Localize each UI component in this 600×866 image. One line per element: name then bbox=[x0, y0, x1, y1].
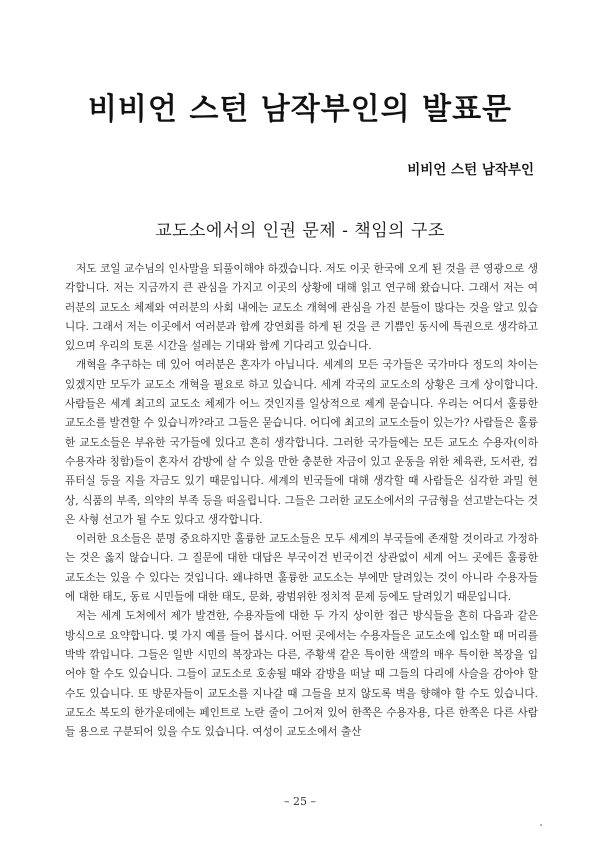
paragraph: 이러한 요소들은 분명 중요하지만 훌륭한 교도소들은 모두 세계의 부국들에 존재할 것이라고 가정하는 것은 옳지 않습니다. 그 질문에 대한 대답은 부국이건 빈국이건 상관없이 세계 어느 곳에든 훌륭한 교도소는 있을 수 있다는 것입니다. 왜냐하면 훌륭한 교도소는 부에만 달려있는 것이 아니라 수용자들에 대한 태도, 동료 시민들에 대한 태도, 문화, 광범위한 정치적 문제 등에도 달려있기 때문입니다. bbox=[65, 533, 538, 604]
section-title: 교도소에서의 인권 문제 - 책임의 구조 bbox=[155, 221, 445, 241]
author-name: 비비언 스턴 남작부인 bbox=[407, 162, 534, 178]
document-title: 비비언 스턴 남작부인의 발표문 bbox=[87, 92, 513, 127]
body-text bbox=[65, 260, 538, 742]
paragraph: 개혁을 추구하는 데 있어 여러분은 혼자가 아닙니다. 세계의 모든 국가들은 국가마다 정도의 차이는 있겠지만 모두가 교도소 개혁을 필요로 하고 있습니다. 세계 각국의 교도소의 상황은 크게 상이합니다. 사람들은 세계 최고의 교도소 체제가 어느 것인지를 일상적으로 제게 묻습니다. 우리는 어디서 훌륭한 교도소를 발견할 수 있습니까?라고 그들은 묻습니다. 어디에 최고의 교도소들이 있는가? 사람들은 훌륭한 교도소들은 부유한 국가들에 있다고 흔히 생각합니다. 그러한 국가들에는 모든 교도소 수용자(이하 수용자라 칭함)들이 혼자서 감방에 살 수 있을 만한 충분한 자금이 있고 운동을 위한 체육관, 도서관, 컴퓨터실 등을 지을 자금도 있기 때문입니다. 세계의 빈국들에 대해 생각할 때 사람들은 심각한 과밀 현상, 식품의 부족, 의약의 부족 등을 떠올립니다. 그들은 그러한 교도소에서의 구금형을 선고받는다는 것은 사형 선고가 될 수도 있다고 생각합니다. bbox=[65, 359, 538, 526]
paragraph: 저는 세계 도처에서 제가 발견한, 수용자들에 대한 두 가지 상이한 접근 방식들을 흔히 다음과 같은 방식으로 요약합니다. 몇 가지 예를 들어 봅시다. 어떤 곳에서는 수용자들은 교도소에 입소할 때 머리를 박박 깎입니다. 그들은 일반 시민의 복장과는 다른, 주황색 같은 특이한 색깔의 매우 특이한 복장을 입어야 할 수도 있습니다. 그들이 교도소로 호송될 때와 감방을 떠날 때 그들의 다리에 사슬을 감아야 할 수도 있습니다. 또 방문자들이 교도소를 지나갈 때 그들을 보지 않도록 벽을 향해야 할 수도 있습니다. 교도소 복도의 한가운데에는 페인트로 노란 줄이 그어져 있어 한쪽은 수용자용, 다른 한쪽은 다른 사람들 용으로 구분되어 있을 수도 있습니다. 여성이 교도소에서 출산 bbox=[65, 610, 538, 739]
page-number: – 25 – bbox=[284, 795, 316, 808]
paragraph: 저도 코일 교수님의 인사말을 되풀이해야 하겠습니다. 저도 이곳 한국에 오게 된 것을 큰 영광으로 생각합니다. 저는 지금까지 큰 관심을 가지고 이곳의 상황에 대해 읽고 연구해 왔습니다. 그래서 저는 여러분의 교도소 체제와 여러분의 사회 내에는 교도소 개혁에 관심을 가진 분들이 많다는 것을 알고 있습니다. 그래서 저는 이곳에서 여러분과 함께 강연회를 하게 된 것을 큰 기쁨인 동시에 특권으로 생각하고 있으며 우리의 토론 시간을 설레는 기대와 함께 기다리고 있습니다. bbox=[65, 263, 538, 353]
scan-speck bbox=[540, 824, 542, 826]
